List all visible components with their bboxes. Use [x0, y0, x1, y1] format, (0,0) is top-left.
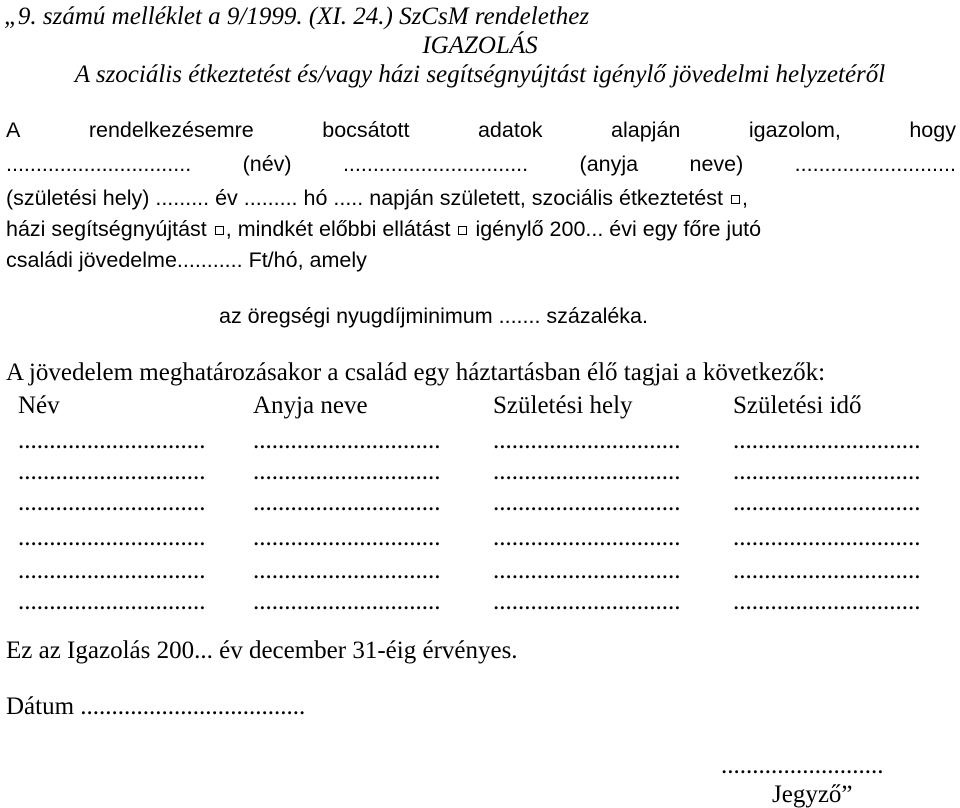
member-cell[interactable]: ..............................	[733, 557, 921, 584]
member-cell[interactable]: ..............................	[493, 588, 681, 615]
body-line-2	[6, 154, 956, 176]
body-line-3	[6, 188, 956, 210]
member-cell[interactable]: ..............................	[493, 557, 681, 584]
column-header-name: Név	[18, 392, 60, 419]
body-line-5: családi jövedelme........... Ft/hó, amely	[6, 248, 367, 272]
member-cell[interactable]: ..............................	[253, 588, 441, 615]
validity-statement: Ez az Igazolás 200... év december 31-éig érvényes.	[6, 637, 518, 664]
body-line2-word: ...........................	[794, 152, 956, 176]
member-cell[interactable]: ..............................	[253, 427, 441, 454]
body-line-3-text: (születési hely) ......... év ......... hó ..... napján született, szociális étkeztetést	[6, 186, 723, 210]
body-line1-word: hogy	[909, 118, 956, 142]
member-cell[interactable]: ..............................	[733, 524, 921, 551]
decree-reference: „9. számú melléklet a 9/1999. (XI. 24.) SzCsM rendelethez	[4, 3, 590, 30]
body-line1-word: rendelkezésemre	[88, 118, 254, 142]
body-line2-word: ...............................	[6, 152, 192, 176]
body-line1-word: alapján	[611, 118, 681, 142]
member-cell[interactable]: ..............................	[733, 489, 921, 516]
column-header-birthplace: Születési hely	[493, 392, 633, 419]
member-cell[interactable]: ..............................	[253, 557, 441, 584]
checkbox-home-care[interactable]	[215, 226, 224, 235]
column-header-birthdate: Születési idő	[733, 392, 862, 419]
body-line-3-comma: ,	[741, 186, 748, 210]
member-cell[interactable]: ..............................	[253, 524, 441, 551]
signature-label: Jegyző”	[772, 781, 853, 808]
member-cell[interactable]: ..............................	[18, 458, 206, 485]
member-cell[interactable]: ..............................	[733, 427, 921, 454]
body-line-4-text-a: házi segítségnyújtást	[6, 217, 207, 241]
body-line-4-text-b: , mindkét előbbi ellátást	[225, 217, 451, 241]
body-line-6: az öregségi nyugdíjminimum ....... százaléka.	[219, 304, 648, 328]
member-cell[interactable]: ..............................	[493, 427, 681, 454]
member-cell[interactable]: ..............................	[733, 588, 921, 615]
document-subtitle: A szociális étkeztetést és/vagy házi segítségnyújtást igénylő jövedelmi helyzetéről	[74, 61, 886, 88]
member-cell[interactable]: ..............................	[18, 489, 206, 516]
body-line2-word: neve)	[689, 152, 744, 176]
checkbox-both-services[interactable]	[458, 226, 467, 235]
date-field[interactable]: Dátum ....................................	[6, 693, 306, 720]
body-line2-word: ...............................	[342, 152, 529, 176]
member-cell[interactable]: ..............................	[493, 489, 681, 516]
body-line2-word: (név)	[242, 152, 292, 176]
member-cell[interactable]: ..............................	[18, 427, 206, 454]
member-cell[interactable]: ..............................	[253, 489, 441, 516]
member-cell[interactable]: ..............................	[253, 458, 441, 485]
body-line1-word: adatok	[477, 118, 543, 142]
document-title: IGAZOLÁS	[422, 32, 538, 59]
member-cell[interactable]: ..............................	[493, 524, 681, 551]
members-intro: A jövedelem meghatározásakor a család egy háztartásban élő tagjai a következők:	[6, 359, 826, 386]
member-cell[interactable]: ..............................	[18, 588, 206, 615]
member-cell[interactable]: ..............................	[493, 458, 681, 485]
signature-line: ..........................	[721, 752, 884, 779]
body-line2-word: (anyja	[579, 152, 639, 176]
member-cell[interactable]: ..............................	[18, 557, 206, 584]
body-line1-word: bocsátott	[322, 118, 410, 142]
checkbox-meal-service[interactable]	[731, 195, 740, 204]
body-line-4-text-c: igénylő 200... évi egy főre jutó	[475, 217, 762, 241]
column-header-mother-name: Anyja neve	[253, 392, 368, 419]
body-line1-word: igazolom,	[748, 118, 841, 142]
body-line-4	[6, 219, 761, 241]
member-cell[interactable]: ..............................	[733, 458, 921, 485]
body-line1-word: A	[6, 118, 21, 142]
body-line-1	[6, 120, 956, 142]
member-cell[interactable]: ..............................	[18, 524, 206, 551]
